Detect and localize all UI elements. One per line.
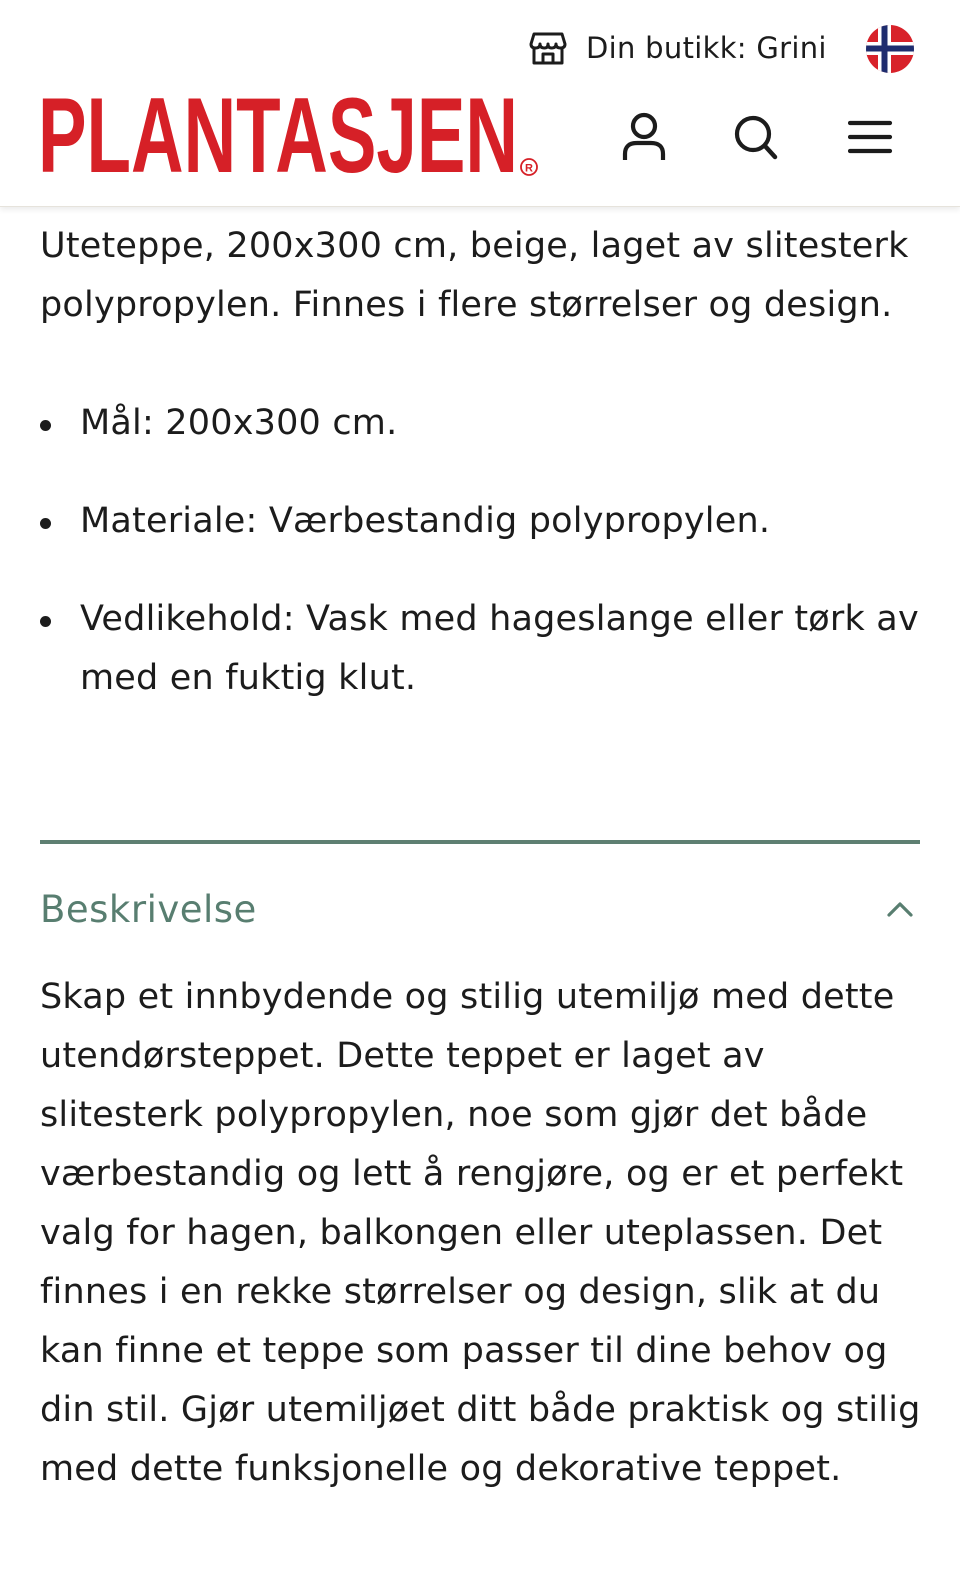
feature-item — [40, 394, 920, 453]
svg-text:R: R — [525, 162, 533, 175]
description-accordion-toggle[interactable] — [40, 880, 920, 940]
product-details — [40, 210, 920, 698]
description-title[interactable]: Beskrivelse — [40, 888, 257, 931]
svg-text:PLANTASJEN: PLANTASJEN — [38, 86, 518, 190]
description-body: Skap et innbydende og stilig utemiljø med dette utendørsteppet. Dette teppet er laget av slitesterk polypropylen, noe som gjør det både værbestandig og lett å rengjøre, og er et perfekt valg for hagen, balkongen eller uteplassen. Det finnes i en rekke størrelser og design, slik at du kan finne et teppe som passer til dine behov og din stil. Gjør utemiljøet ditt både praktisk og stilig med dette funksjonelle og dekorative teppet. — [40, 977, 921, 1489]
site-header — [0, 0, 960, 207]
search-icon[interactable] — [732, 112, 780, 164]
chevron-up-icon[interactable] — [884, 896, 916, 920]
feature-text: Vedlikehold: Vask med hageslange eller tørk av med en fuktig klut. — [80, 599, 919, 698]
store-icon — [528, 28, 568, 68]
norway-flag-icon[interactable] — [865, 24, 915, 74]
plantasjen-logo[interactable] — [36, 86, 542, 190]
store-selector[interactable] — [528, 28, 827, 68]
user-icon[interactable] — [620, 112, 668, 164]
bullet-icon — [40, 616, 51, 627]
feature-item — [40, 492, 920, 551]
bullet-icon — [40, 420, 51, 431]
feature-list — [40, 394, 920, 708]
product-intro: Uteteppe, 200x300 cm, beige, laget av slitesterk polypropylen. Finnes i flere størrelser og design. — [40, 226, 909, 325]
bullet-icon — [40, 518, 51, 529]
section-divider — [40, 840, 920, 844]
feature-text: Materiale: Værbestandig polypropylen. — [80, 501, 771, 541]
hamburger-menu-icon[interactable] — [848, 112, 896, 164]
feature-item — [40, 590, 920, 708]
store-label[interactable]: Din butikk: Grini — [586, 31, 827, 65]
feature-text: Mål: 200x300 cm. — [80, 403, 398, 443]
